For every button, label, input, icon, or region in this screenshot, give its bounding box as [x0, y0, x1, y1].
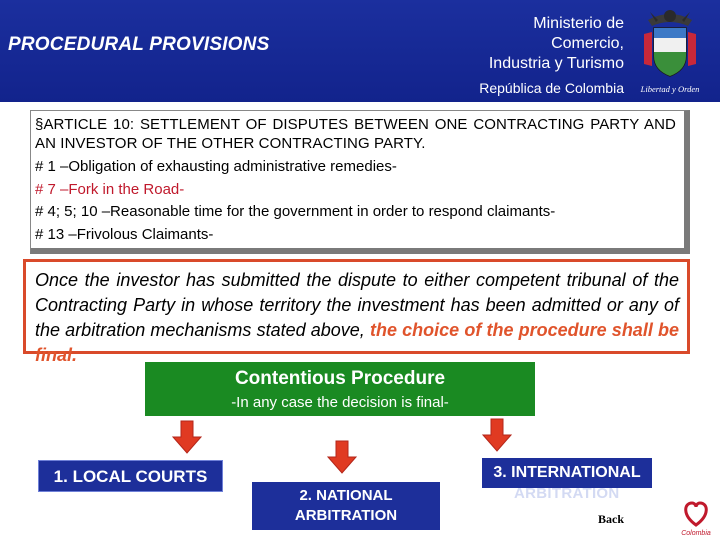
international-arbitration-line: ARBITRATION — [514, 485, 620, 502]
header-banner — [0, 0, 720, 102]
back-link[interactable]: Back — [598, 512, 625, 526]
dispute-text: Once the investor has submitted the dispute to either competent tribunal of the Contracting Party in whose territory the investment has been admitted or any of the arbitration mechanisms stated above, — [35, 270, 679, 340]
crest-motto: Libertad y Orden — [640, 84, 700, 94]
colombia-logo-icon — [676, 495, 716, 539]
down-arrow-icon — [327, 440, 357, 474]
national-arbitration-line: ARBITRATION — [294, 507, 398, 524]
ministry-line: Comercio, — [551, 35, 624, 52]
contentious-procedure-box — [145, 362, 535, 416]
dispute-highlight: the choice of the procedure shall be final. — [35, 320, 679, 365]
down-arrow-icon — [172, 420, 202, 454]
article-item: # 7 –Fork in the Road- — [35, 180, 185, 198]
national-arbitration-line: 2. NATIONAL — [299, 487, 393, 504]
ministry-name — [489, 14, 624, 74]
dispute-explanation — [23, 259, 690, 365]
international-arbitration-option: 3. INTERNATIONAL — [482, 458, 652, 488]
article-heading: §ARTICLE 10: SETTLEMENT OF DISPUTES BETWEEN ONE CONTRACTING PARTY AND AN INVESTOR OF THE OTHER CONTRACTING PARTY. — [35, 116, 676, 152]
logo-text: Colombia — [681, 530, 711, 537]
article-item: # 13 –Frivolous Claimants- — [35, 225, 214, 243]
down-arrow-icon — [482, 418, 512, 452]
ministry-line: Ministerio de — [533, 15, 624, 32]
ministry-line: Industria y Turismo — [488, 55, 624, 72]
article-box — [30, 110, 690, 254]
page-title: PROCEDURAL PROVISIONS — [8, 34, 270, 55]
local-courts-option: 1. LOCAL COURTS — [38, 460, 223, 492]
contentious-subtitle: -In any case the decision is final- — [231, 394, 449, 411]
national-arbitration-option — [252, 482, 440, 530]
republic-label: República de Colombia — [479, 80, 624, 96]
article-item: # 1 –Obligation of exhausting administrative remedies- — [35, 158, 397, 175]
colombia-crest-icon — [638, 6, 702, 98]
contentious-title: Contentious Procedure — [234, 368, 446, 389]
article-item: # 4; 5; 10 –Reasonable time for the government in order to respond claimants- — [35, 203, 556, 220]
